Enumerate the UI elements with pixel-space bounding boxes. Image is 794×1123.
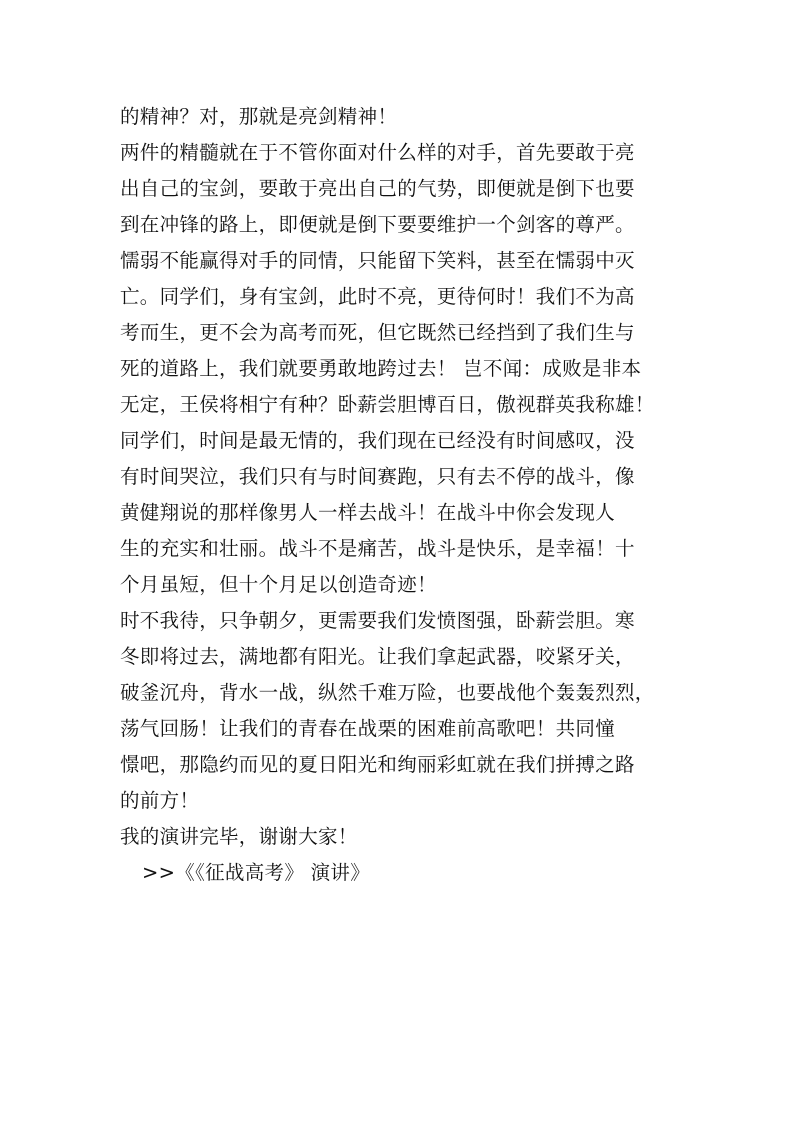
text-line: 的前方！ — [120, 789, 200, 812]
text-line: 出自己的宝剑，要敢于亮出自己的气势，即便就是倒下也要 — [120, 177, 635, 200]
text-line: 个月虽短，但十个月足以创造奇迹！ — [120, 573, 437, 596]
text-line: 两件的精髓就在于不管你面对什么样的对手，首先要敢于亮 — [120, 141, 635, 164]
text-line: 到在冲锋的路上，即便就是倒下要要维护一个剑客的尊严。 — [120, 213, 635, 236]
text-line: 懦弱不能赢得对手的同情，只能留下笑料，甚至在懦弱中灭 — [120, 249, 635, 272]
text-line: 亡。同学们，身有宝剑，此时不亮，更待何时！我们不为高 — [120, 285, 635, 308]
text-line: 有时间哭泣，我们只有与时间赛跑，只有去不停的战斗，像 — [120, 465, 635, 488]
text-line: 死的道路上，我们就要勇敢地跨过去！ 岂不闻：成败是非本 — [120, 357, 642, 380]
text-line: 我的演讲完毕，谢谢大家！ — [120, 825, 358, 848]
speech-body — [120, 99, 685, 891]
text-line: 生的充实和壮丽。战斗不是痛苦，战斗是快乐，是幸福！十 — [120, 537, 635, 560]
text-line: 考而生，更不会为高考而死，但它既然已经挡到了我们生与 — [120, 321, 635, 344]
text-line: 破釜沉舟，背水一战，纵然千难万险，也要战他个轰轰烈烈， — [120, 681, 655, 704]
text-line: 憬吧，那隐约而见的夏日阳光和绚丽彩虹就在我们拼搏之路 — [120, 753, 635, 776]
text-line: 时不我待，只争朝夕，更需要我们发愤图强，卧薪尝胆。寒 — [120, 609, 635, 632]
text-line: 冬即将过去，满地都有阳光。让我们拿起武器，咬紧牙关， — [120, 645, 635, 668]
text-line: 同学们，时间是最无情的，我们现在已经没有时间感叹，没 — [120, 429, 635, 452]
text-line: 无定，王侯将相宁有种？卧薪尝胆博百日，傲视群英我称雄！ — [120, 393, 655, 416]
related-article-link[interactable]: >>《《征战高考》 演讲》 — [142, 861, 371, 884]
text-line: 黄健翔说的那样像男人一样去战斗！在战斗中你会发现人 — [120, 501, 616, 524]
text-line: 荡气回肠！让我们的青春在战栗的困难前高歌吧！共同憧 — [120, 717, 616, 740]
text-line: 的精神？对，那就是亮剑精神！ — [120, 105, 398, 128]
